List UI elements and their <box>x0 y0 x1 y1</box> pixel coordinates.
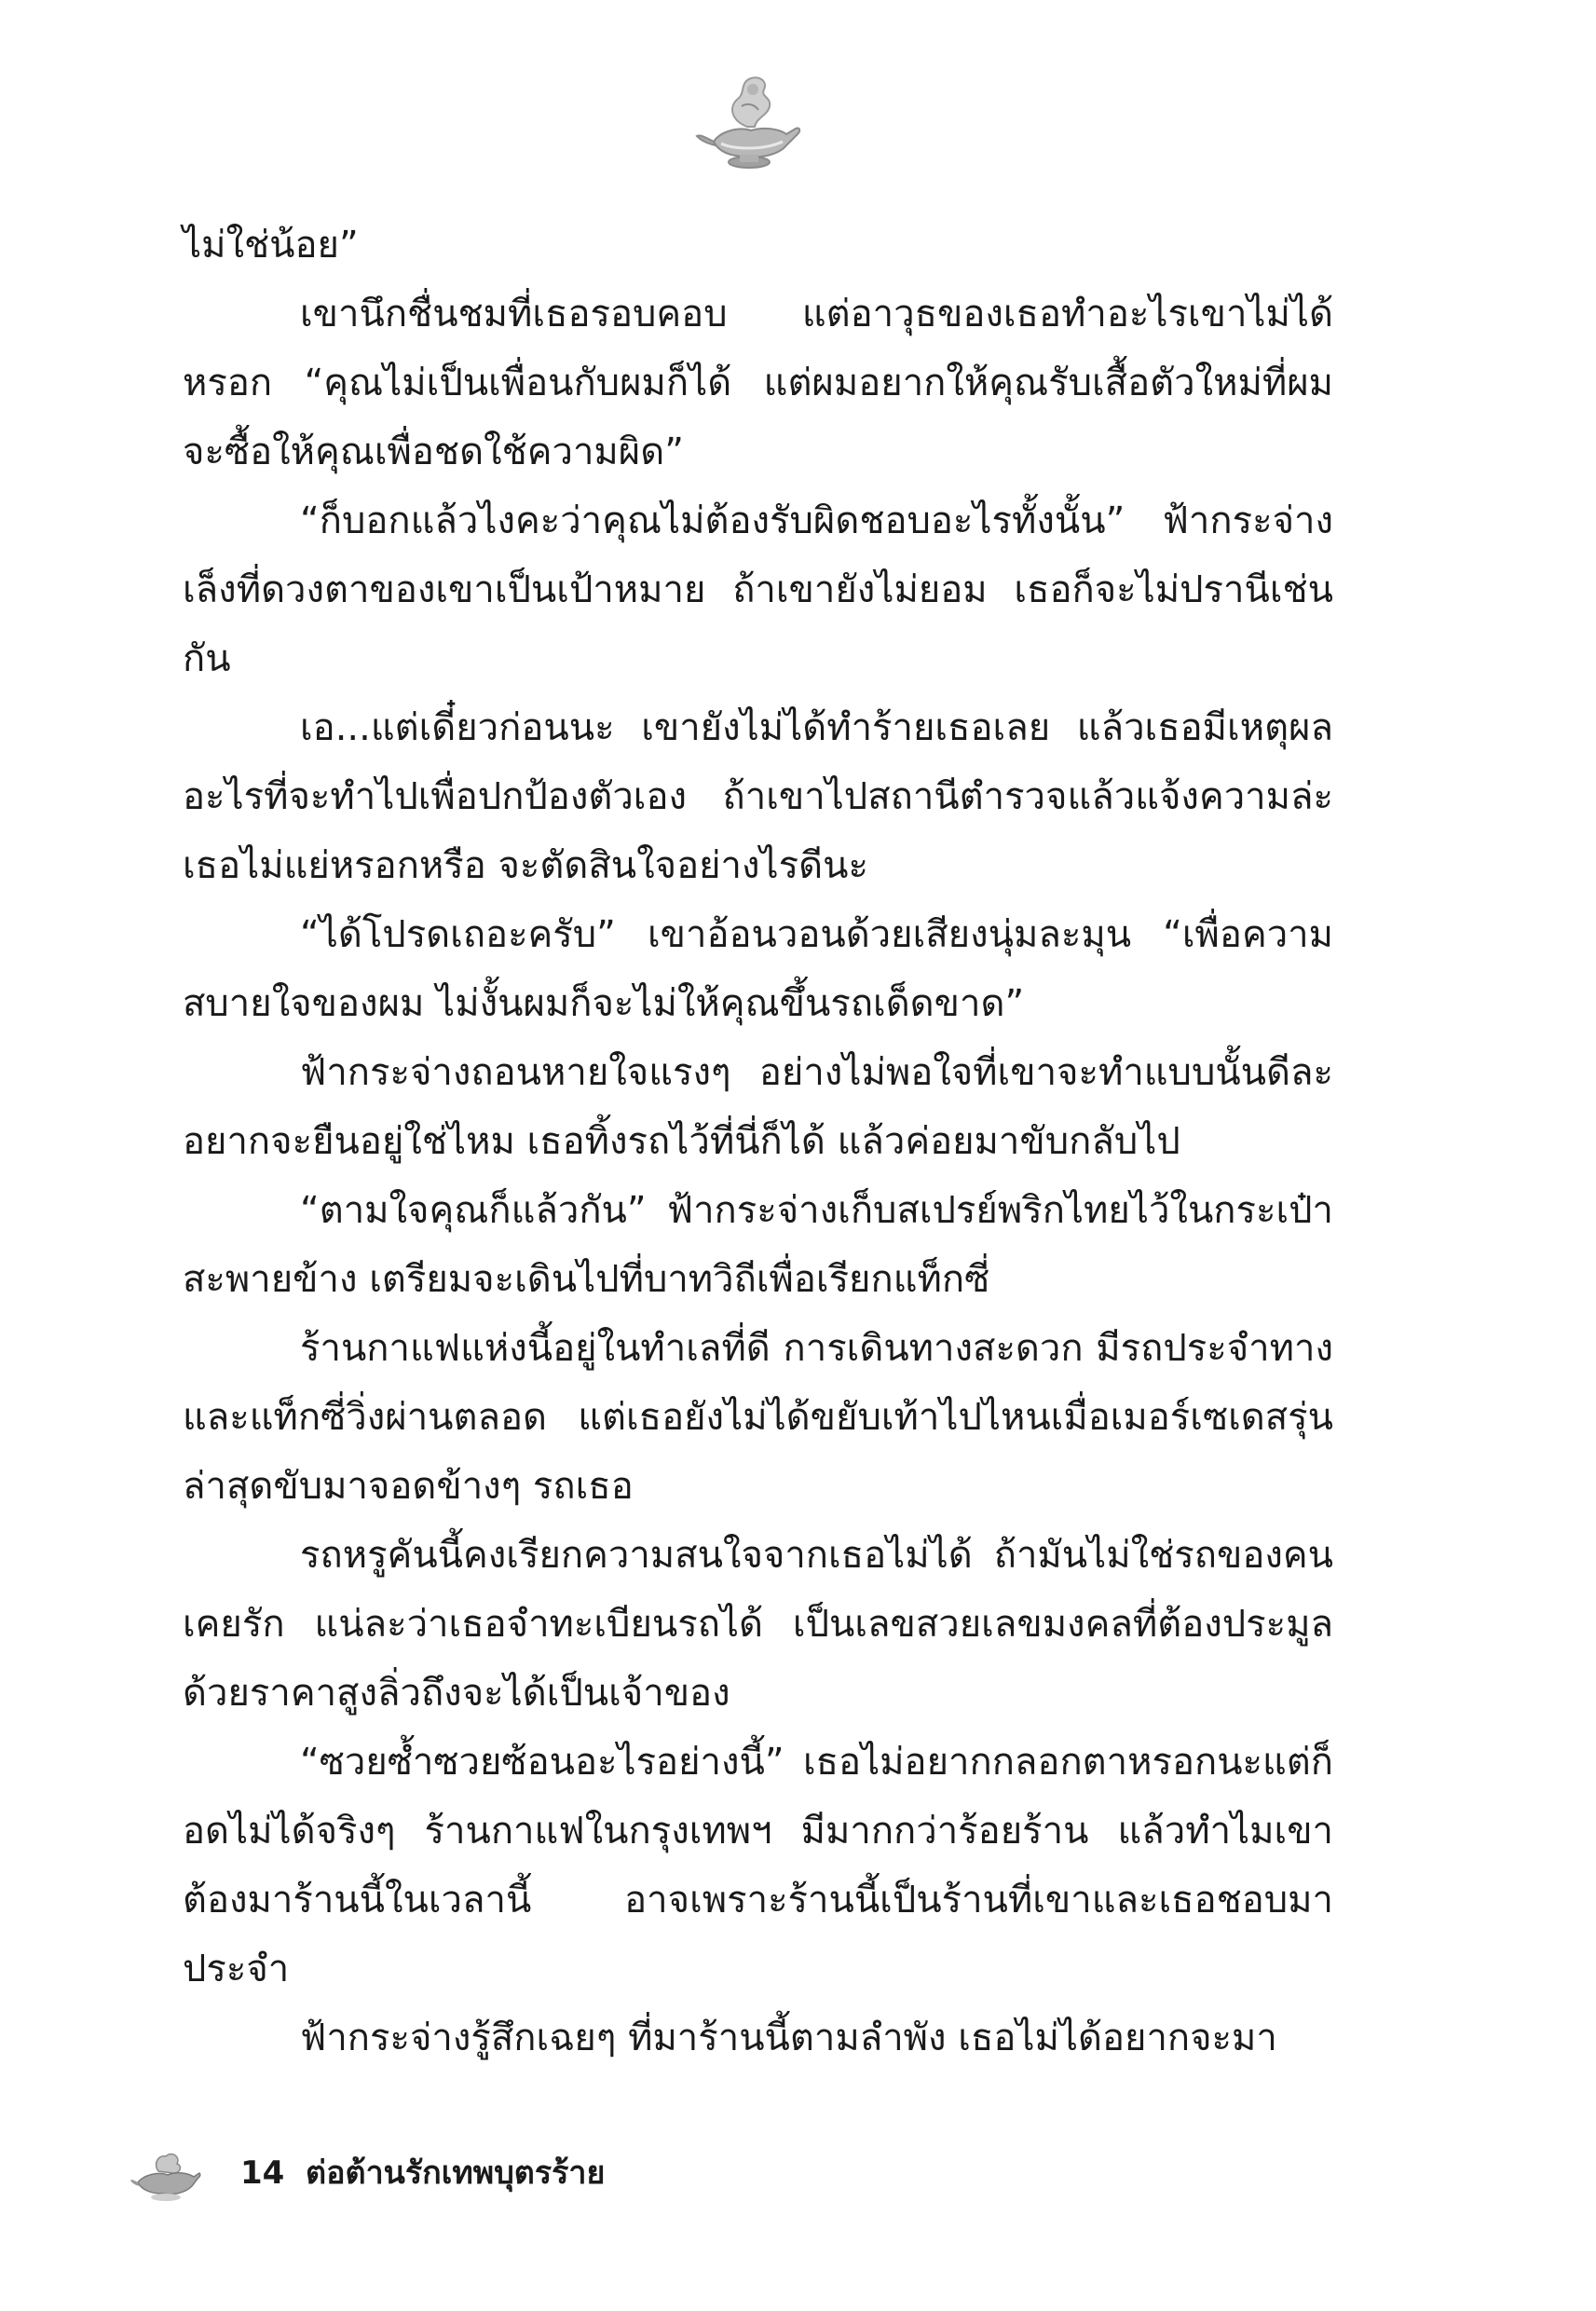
paragraph: ฟ้ากระจ่างรู้สึกเฉยๆ ที่มาร้านนี้ตามลำพัง เธอไม่ได้อยากจะมา <box>300 2017 1277 2059</box>
paragraph: ร้านกาแฟแห่งนี้อยู่ในทำเลที่ดี การเดินทางสะดวก มีรถประจำทางและแท็กซี่วิ่งผ่านตลอด แต่เธอยังไม่ได้ขยับเท้าไปไหนเมื่อเมอร์เซเดสรุ่นล่าสุดขับมาจอดข้างๆ รถเธอ <box>183 1327 1333 1508</box>
paragraph: “ซวยซ้ำซวยซ้อนอะไรอย่างนี้” เธอไม่อยากกลอกตาหรอกนะแต่ก็อดไม่ได้จริงๆ ร้านกาแฟในกรุงเทพฯ มีมากกว่าร้อยร้าน แล้วทำไมเขาต้องมาร้านนี้ในเวลานี้ อาจเพราะร้านนี้เป็นร้านที่เขาและเธอชอบมาประจำ <box>183 1741 1333 1990</box>
page-footer <box>130 2143 969 2208</box>
page-number: 14 <box>240 2154 285 2192</box>
paragraph: ไม่ใช่น้อย” <box>183 224 359 267</box>
paragraph: เอ...แต่เดี๋ยวก่อนนะ เขายังไม่ได้ทำร้ายเธอเลย แล้วเธอมีเหตุผลอะไรที่จะทำไปเพื่อปกป้องตัวเอง ถ้าเขาไปสถานีตำรวจแล้วแจ้งความล่ะเธอไม่แย่หรอกหรือ จะตัดสินใจอย่างไรดีนะ <box>183 706 1333 887</box>
lamp-icon <box>130 2143 201 2203</box>
paragraph: “ก็บอกแล้วไงคะว่าคุณไม่ต้องรับผิดชอบอะไรทั้งนั้น” ฟ้ากระจ่างเล็งที่ดวงตาของเขาเป็นเป้าหมาย ถ้าเขายังไม่ยอม เธอก็จะไม่ปรานีเช่นกัน <box>183 499 1333 680</box>
paragraph: รถหรูคันนี้คงเรียกความสนใจจากเธอไม่ได้ ถ้ามันไม่ใช่รถของคนเคยรัก แน่ละว่าเธอจำทะเบียนรถได้ เป็นเลขสวยเลขมงคลที่ต้องประมูลด้วยราคาสูงลิ่วถึงจะได้เป็นเจ้าของ <box>183 1534 1333 1715</box>
paragraph: ฟ้ากระจ่างถอนหายใจแรงๆ อย่างไม่พอใจที่เขาจะทำแบบนั้นดีละ อยากจะยืนอยู่ใช่ไหม เธอทิ้งรถไว้ที่นี่ก็ได้ แล้วค่อยมาขับกลับไป <box>183 1051 1333 1163</box>
body-text <box>183 211 1333 2072</box>
paragraph: เขานึกชื่นชมที่เธอรอบคอบ แต่อาวุธของเธอทำอะไรเขาไม่ได้หรอก “คุณไม่เป็นเพื่อนกับผมก็ได้ แต่ผมอยากให้คุณรับเสื้อตัวใหม่ที่ผมจะซื้อให้คุณเพื่อชดใช้ความผิด” <box>183 293 1333 473</box>
genie-lamp-icon <box>693 69 805 181</box>
book-title: ต่อต้านรักเทพบุตรร้าย <box>306 2154 606 2192</box>
paragraph: “ได้โปรดเถอะครับ” เขาอ้อนวอนด้วยเสียงนุ่มละมุน “เพื่อความสบายใจของผม ไม่งั้นผมก็จะไม่ให้คุณขึ้นรถเด็ดขาด” <box>183 913 1333 1025</box>
paragraph: “ตามใจคุณก็แล้วกัน” ฟ้ากระจ่างเก็บสเปรย์พริกไทยไว้ในกระเป๋าสะพายข้าง เตรียมจะเดินไปที่บาทวิถีเพื่อเรียกแท็กซี่ <box>183 1189 1333 1301</box>
